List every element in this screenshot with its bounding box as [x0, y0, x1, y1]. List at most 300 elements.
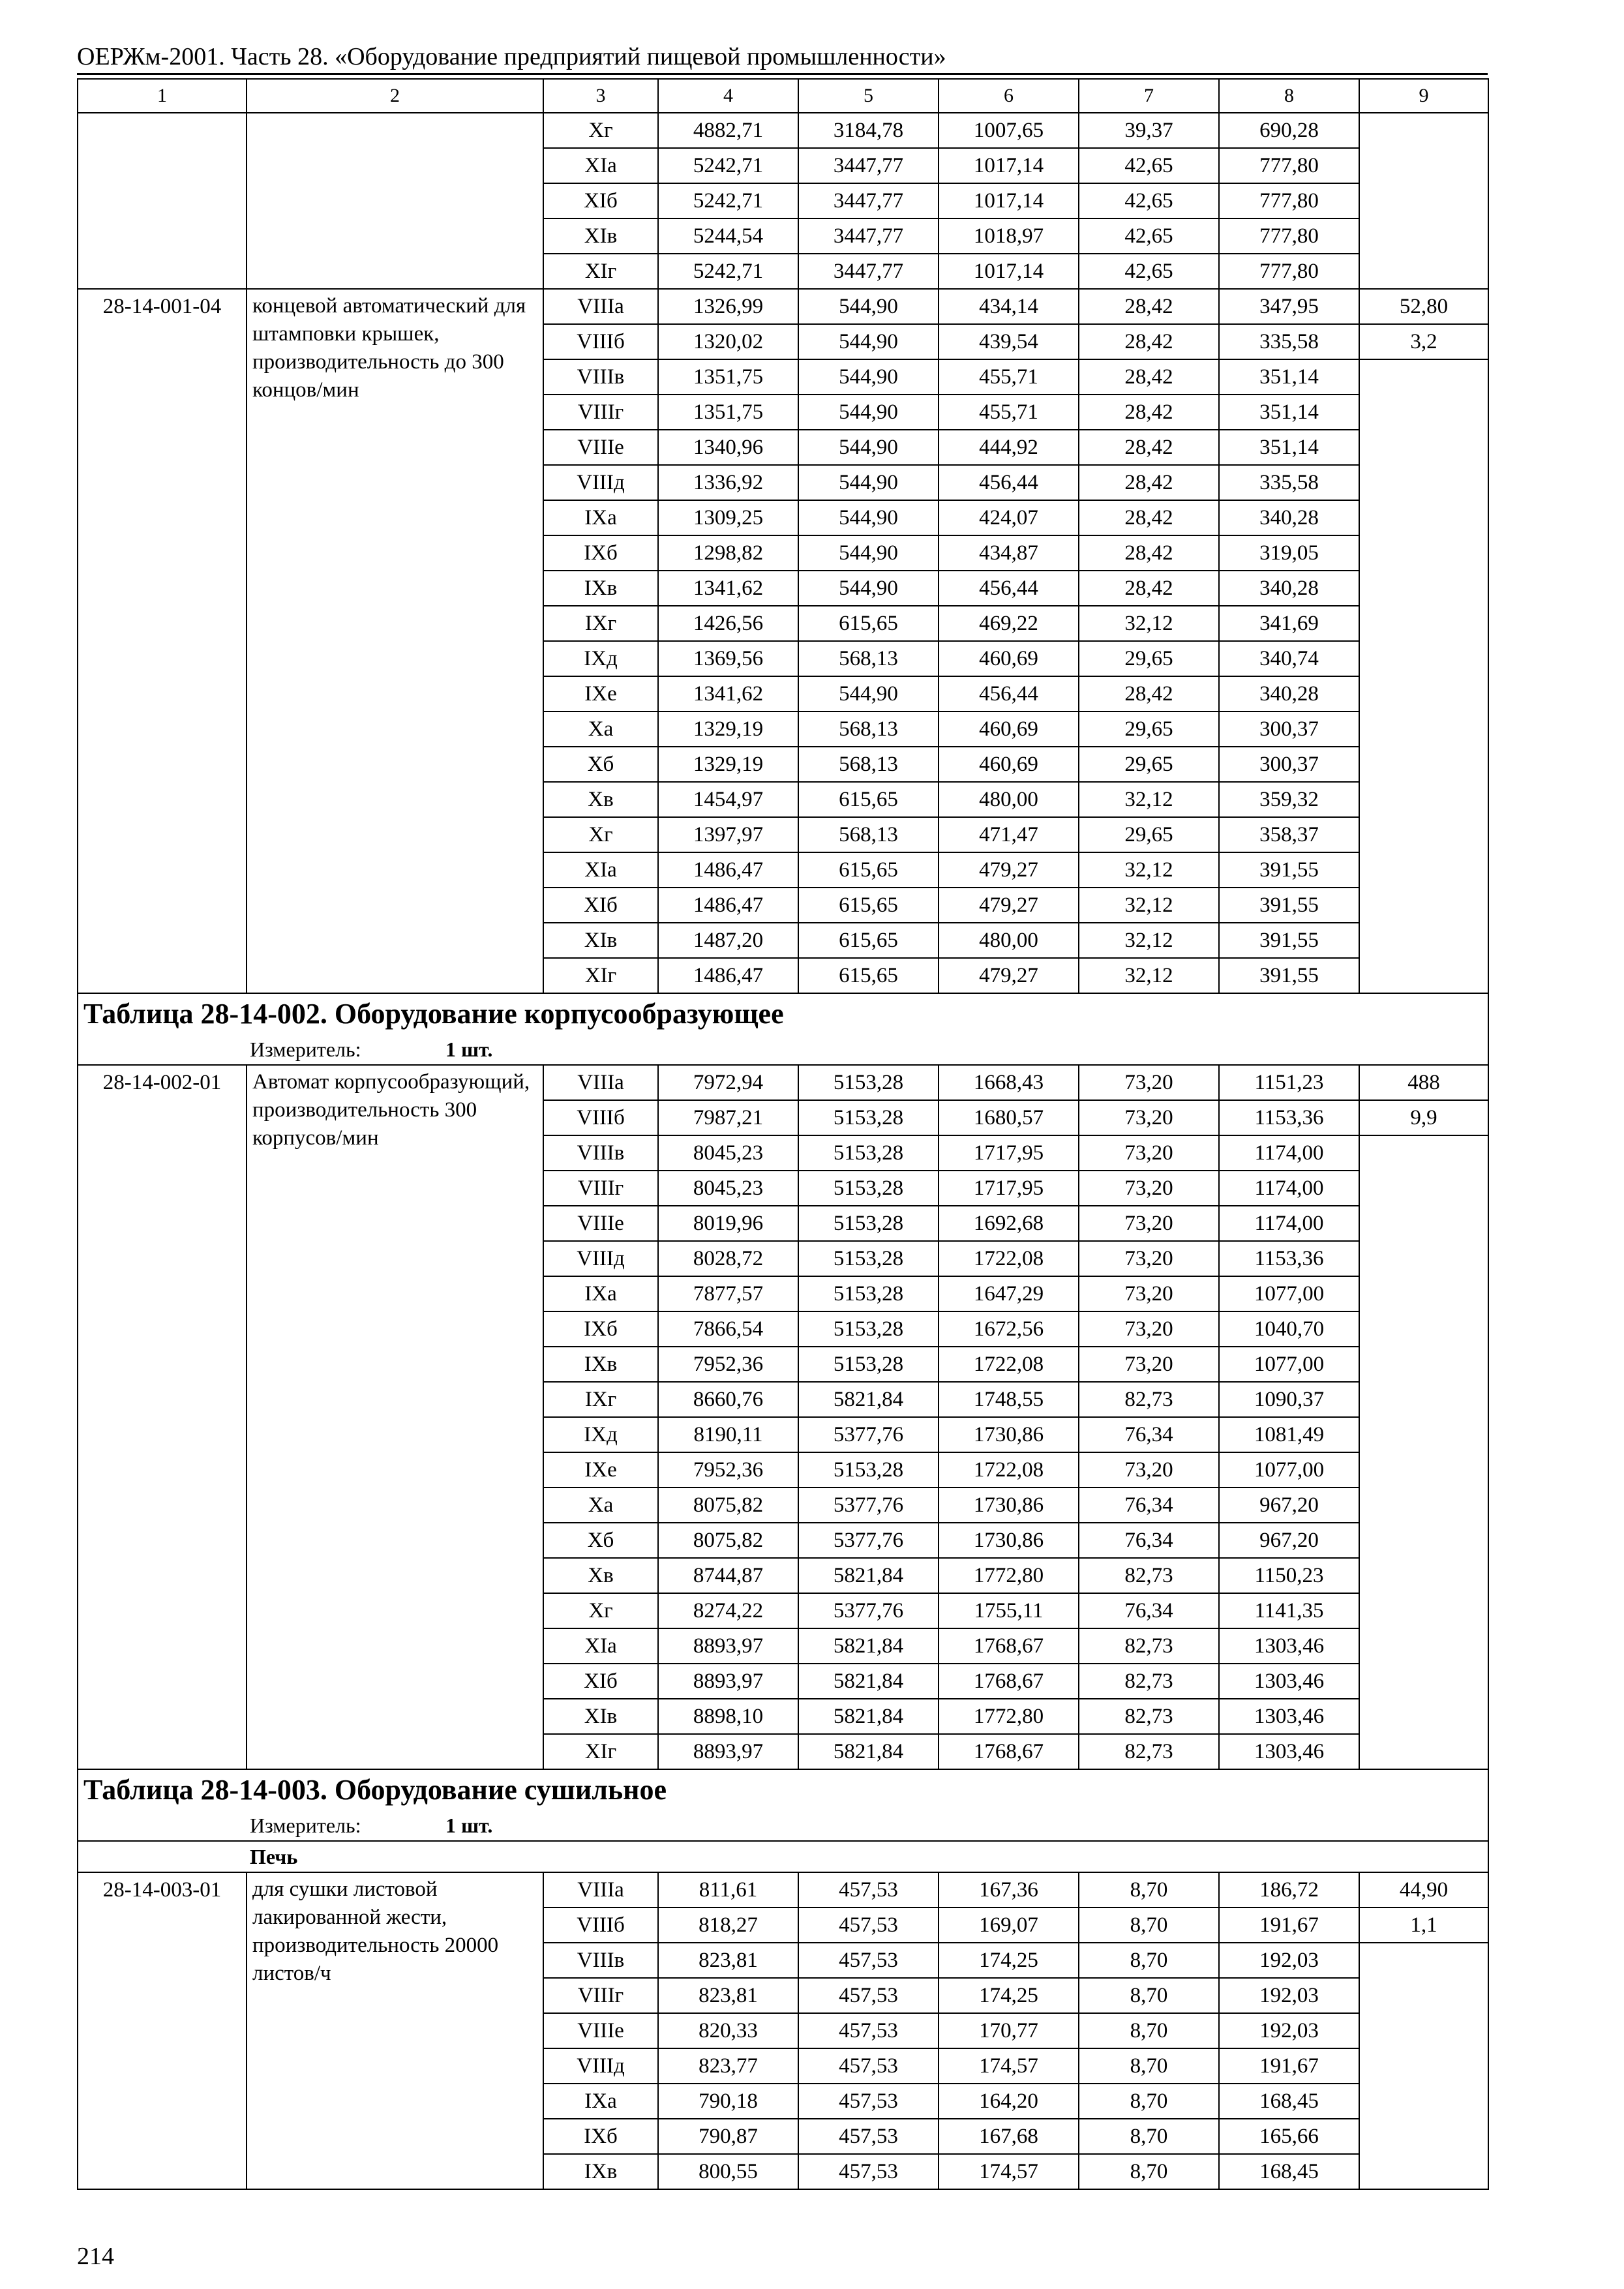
price-value: 1668,43 [939, 1065, 1079, 1100]
price-value: 5821,84 [798, 1382, 939, 1417]
price-value: 1309,25 [658, 500, 798, 535]
price-value: 471,47 [939, 817, 1079, 852]
col9-empty [1359, 359, 1488, 993]
price-value: 8744,87 [658, 1558, 798, 1593]
price-value: 1341,62 [658, 676, 798, 711]
price-value: 8893,97 [658, 1664, 798, 1699]
price-value: 434,87 [939, 535, 1079, 571]
price-value: 169,07 [939, 1908, 1079, 1943]
price-value: 8,70 [1079, 2048, 1219, 2084]
price-value: 777,80 [1219, 254, 1359, 289]
price-value: 444,92 [939, 430, 1079, 465]
price-value: 335,58 [1219, 324, 1359, 359]
price-value: 1077,00 [1219, 1347, 1359, 1382]
price-value: 1680,57 [939, 1100, 1079, 1135]
price-value: 1090,37 [1219, 1382, 1359, 1417]
region-code: VIIIа [543, 289, 658, 324]
price-value: 73,20 [1079, 1065, 1219, 1100]
price-value: 42,65 [1079, 254, 1219, 289]
price-value: 192,03 [1219, 1943, 1359, 1978]
price-value: 457,53 [798, 1978, 939, 2013]
price-value: 1320,02 [658, 324, 798, 359]
region-code: XIв [543, 1699, 658, 1734]
price-value: 73,20 [1079, 1241, 1219, 1276]
price-value: 82,73 [1079, 1558, 1219, 1593]
price-value: 5153,28 [798, 1347, 939, 1382]
price-value: 1351,75 [658, 395, 798, 430]
price-value: 29,65 [1079, 711, 1219, 747]
region-code: IXа [543, 2084, 658, 2119]
price-value: 5377,76 [798, 1593, 939, 1628]
price-value: 28,42 [1079, 324, 1219, 359]
price-value: 73,20 [1079, 1135, 1219, 1171]
price-value: 544,90 [798, 465, 939, 500]
price-value: 1351,75 [658, 359, 798, 395]
region-code: VIIIа [543, 1065, 658, 1100]
table-unit-row [78, 1810, 1488, 1841]
price-value: 1017,14 [939, 148, 1079, 183]
region-code: Ха [543, 711, 658, 747]
price-value: 1174,00 [1219, 1135, 1359, 1171]
subheading-row [78, 1841, 1488, 1872]
price-value: 1730,86 [939, 1488, 1079, 1523]
price-value: 1487,20 [658, 923, 798, 958]
col9-empty [1359, 1943, 1488, 2189]
region-code: XIг [543, 254, 658, 289]
region-code: IXв [543, 1347, 658, 1382]
col9-value: 52,80 [1359, 289, 1488, 324]
price-value: 457,53 [798, 2013, 939, 2048]
region-code: VIIIг [543, 1171, 658, 1206]
price-value: 340,28 [1219, 500, 1359, 535]
price-value: 1340,96 [658, 430, 798, 465]
price-value: 174,25 [939, 1978, 1079, 2013]
region-code: IXб [543, 2119, 658, 2154]
price-value: 76,34 [1079, 1593, 1219, 1628]
price-value: 5153,28 [798, 1452, 939, 1488]
price-value: 340,74 [1219, 641, 1359, 676]
price-value: 1303,46 [1219, 1699, 1359, 1734]
price-value: 1717,95 [939, 1171, 1079, 1206]
unit-label: Измеритель: [250, 1814, 361, 1837]
price-value: 3447,77 [798, 254, 939, 289]
region-code: IXб [543, 1311, 658, 1347]
price-value: 351,14 [1219, 395, 1359, 430]
price-value: 42,65 [1079, 183, 1219, 218]
item-code: 28-14-003-01 [78, 1872, 247, 2189]
price-value: 1369,56 [658, 641, 798, 676]
price-value: 73,20 [1079, 1171, 1219, 1206]
table-row [78, 1065, 1488, 1100]
col9-empty [1359, 1135, 1488, 1769]
price-value: 8660,76 [658, 1382, 798, 1417]
price-value: 39,37 [1079, 113, 1219, 148]
region-code: Хб [543, 747, 658, 782]
region-code: Хв [543, 782, 658, 817]
price-value: 1150,23 [1219, 1558, 1359, 1593]
price-value: 8,70 [1079, 1908, 1219, 1943]
price-value: 7952,36 [658, 1452, 798, 1488]
price-value: 1007,65 [939, 113, 1079, 148]
item-code: 28-14-001-04 [78, 289, 247, 993]
price-value: 335,58 [1219, 465, 1359, 500]
price-value: 7952,36 [658, 1347, 798, 1382]
price-value: 3447,77 [798, 218, 939, 254]
price-value: 820,33 [658, 2013, 798, 2048]
price-value: 28,42 [1079, 465, 1219, 500]
table-heading-row [78, 1769, 1488, 1810]
price-value: 1772,80 [939, 1558, 1079, 1593]
price-value: 457,53 [798, 1908, 939, 1943]
price-value: 192,03 [1219, 1978, 1359, 2013]
price-value: 1730,86 [939, 1417, 1079, 1452]
region-code: IXг [543, 1382, 658, 1417]
column-number: 5 [798, 79, 939, 113]
price-value: 456,44 [939, 571, 1079, 606]
price-value: 544,90 [798, 500, 939, 535]
price-value: 5377,76 [798, 1417, 939, 1452]
region-code: IXд [543, 641, 658, 676]
region-code: IXе [543, 676, 658, 711]
price-value: 1303,46 [1219, 1734, 1359, 1769]
region-code: VIIIб [543, 1100, 658, 1135]
col9-value: 44,90 [1359, 1872, 1488, 1908]
price-value: 544,90 [798, 571, 939, 606]
price-value: 1717,95 [939, 1135, 1079, 1171]
price-value: 1077,00 [1219, 1276, 1359, 1311]
price-value: 456,44 [939, 676, 1079, 711]
price-value: 8274,22 [658, 1593, 798, 1628]
price-value: 5244,54 [658, 218, 798, 254]
price-value: 351,14 [1219, 430, 1359, 465]
price-value: 8045,23 [658, 1171, 798, 1206]
price-value: 76,34 [1079, 1417, 1219, 1452]
price-value: 457,53 [798, 2154, 939, 2189]
price-value: 192,03 [1219, 2013, 1359, 2048]
price-value: 32,12 [1079, 888, 1219, 923]
price-value: 1768,67 [939, 1734, 1079, 1769]
price-value: 391,55 [1219, 923, 1359, 958]
region-code: XIв [543, 218, 658, 254]
price-value: 615,65 [798, 888, 939, 923]
region-code: XIг [543, 958, 658, 993]
price-value: 568,13 [798, 711, 939, 747]
price-value: 28,42 [1079, 359, 1219, 395]
price-value: 7987,21 [658, 1100, 798, 1135]
unit-value: 1 шт. [445, 1038, 493, 1061]
col9-value: 1,1 [1359, 1908, 1488, 1943]
price-value: 8,70 [1079, 2154, 1219, 2189]
item-description [247, 113, 543, 289]
region-code: XIа [543, 852, 658, 888]
price-value: 1755,11 [939, 1593, 1079, 1628]
price-value: 391,55 [1219, 852, 1359, 888]
price-value: 32,12 [1079, 606, 1219, 641]
price-value: 544,90 [798, 289, 939, 324]
price-value: 615,65 [798, 782, 939, 817]
price-value: 1486,47 [658, 852, 798, 888]
price-value: 5242,71 [658, 148, 798, 183]
unit-label: Измеритель: [250, 1038, 361, 1061]
region-code: IXв [543, 571, 658, 606]
price-value: 168,45 [1219, 2154, 1359, 2189]
price-value: 32,12 [1079, 852, 1219, 888]
column-number: 9 [1359, 79, 1488, 113]
price-value: 28,42 [1079, 500, 1219, 535]
price-value: 82,73 [1079, 1699, 1219, 1734]
price-value: 8019,96 [658, 1206, 798, 1241]
price-value: 5377,76 [798, 1523, 939, 1558]
price-value: 174,57 [939, 2154, 1079, 2189]
price-value: 790,87 [658, 2119, 798, 2154]
price-value: 32,12 [1079, 923, 1219, 958]
table-unit-row [78, 1034, 1488, 1065]
price-value: 164,20 [939, 2084, 1079, 2119]
price-value: 1647,29 [939, 1276, 1079, 1311]
region-code: VIIIг [543, 395, 658, 430]
price-value: 8075,82 [658, 1488, 798, 1523]
region-code: VIIIв [543, 359, 658, 395]
price-value: 42,65 [1079, 218, 1219, 254]
region-code: VIIIб [543, 324, 658, 359]
table-heading-row [78, 993, 1488, 1034]
price-value: 73,20 [1079, 1206, 1219, 1241]
price-value: 1174,00 [1219, 1171, 1359, 1206]
price-value: 1174,00 [1219, 1206, 1359, 1241]
item-description: концевой автоматический для штамповки крышек, производительность до 300 концов/мин [247, 289, 543, 993]
price-value: 1486,47 [658, 888, 798, 923]
price-value: 5821,84 [798, 1628, 939, 1664]
price-value: 457,53 [798, 2084, 939, 2119]
price-value: 777,80 [1219, 183, 1359, 218]
price-value: 4882,71 [658, 113, 798, 148]
price-value: 457,53 [798, 1872, 939, 1908]
price-value: 82,73 [1079, 1628, 1219, 1664]
region-code: Хг [543, 817, 658, 852]
region-code: XIб [543, 1664, 658, 1699]
price-value: 32,12 [1079, 958, 1219, 993]
price-value: 1303,46 [1219, 1664, 1359, 1699]
price-value: 73,20 [1079, 1311, 1219, 1347]
price-value: 1040,70 [1219, 1311, 1359, 1347]
price-value: 5821,84 [798, 1664, 939, 1699]
region-code: VIIIд [543, 1241, 658, 1276]
price-value: 456,44 [939, 465, 1079, 500]
price-value: 818,27 [658, 1908, 798, 1943]
price-value: 5821,84 [798, 1558, 939, 1593]
region-code: Хб [543, 1523, 658, 1558]
region-code: VIIIб [543, 1908, 658, 1943]
price-value: 82,73 [1079, 1664, 1219, 1699]
price-value: 5821,84 [798, 1734, 939, 1769]
price-value: 479,27 [939, 958, 1079, 993]
price-value: 42,65 [1079, 148, 1219, 183]
price-value: 82,73 [1079, 1734, 1219, 1769]
price-value: 82,73 [1079, 1382, 1219, 1417]
price-value: 8,70 [1079, 1943, 1219, 1978]
price-value: 1730,86 [939, 1523, 1079, 1558]
price-value: 340,28 [1219, 571, 1359, 606]
price-value: 823,81 [658, 1943, 798, 1978]
price-value: 300,37 [1219, 711, 1359, 747]
price-value: 479,27 [939, 852, 1079, 888]
price-value: 167,36 [939, 1872, 1079, 1908]
region-code: VIIIд [543, 2048, 658, 2084]
price-value: 1018,97 [939, 218, 1079, 254]
pricing-table [77, 78, 1489, 2190]
price-value: 823,77 [658, 2048, 798, 2084]
price-value: 73,20 [1079, 1347, 1219, 1382]
price-value: 1748,55 [939, 1382, 1079, 1417]
item-code: 28-14-002-01 [78, 1065, 247, 1769]
price-value: 1081,49 [1219, 1417, 1359, 1452]
price-value: 823,81 [658, 1978, 798, 2013]
price-value: 7877,57 [658, 1276, 798, 1311]
price-value: 5242,71 [658, 254, 798, 289]
price-value: 5153,28 [798, 1241, 939, 1276]
price-value: 186,72 [1219, 1872, 1359, 1908]
price-value: 7866,54 [658, 1311, 798, 1347]
table-title: Таблица 28-14-003. Оборудование сушильное [78, 1769, 1488, 1810]
price-value: 460,69 [939, 641, 1079, 676]
column-number: 8 [1219, 79, 1359, 113]
region-code: VIIIв [543, 1135, 658, 1171]
price-value: 460,69 [939, 747, 1079, 782]
price-value: 76,34 [1079, 1523, 1219, 1558]
col9-value: 9,9 [1359, 1100, 1488, 1135]
col9-value: 488 [1359, 1065, 1488, 1100]
price-value: 1768,67 [939, 1628, 1079, 1664]
price-value: 28,42 [1079, 395, 1219, 430]
price-value: 1141,35 [1219, 1593, 1359, 1628]
subheading: Печь [250, 1845, 298, 1868]
region-code: VIIIе [543, 430, 658, 465]
price-value: 391,55 [1219, 888, 1359, 923]
price-value: 455,71 [939, 359, 1079, 395]
price-value: 1397,97 [658, 817, 798, 852]
price-value: 358,37 [1219, 817, 1359, 852]
column-number: 2 [247, 79, 543, 113]
price-value: 8,70 [1079, 2013, 1219, 2048]
price-value: 319,05 [1219, 535, 1359, 571]
price-value: 967,20 [1219, 1523, 1359, 1558]
price-value: 1329,19 [658, 747, 798, 782]
price-value: 615,65 [798, 852, 939, 888]
price-value: 457,53 [798, 2119, 939, 2154]
price-value: 28,42 [1079, 430, 1219, 465]
region-code: Хг [543, 113, 658, 148]
region-code: VIIIв [543, 1943, 658, 1978]
price-value: 8,70 [1079, 2084, 1219, 2119]
price-value: 544,90 [798, 359, 939, 395]
price-value: 777,80 [1219, 148, 1359, 183]
price-value: 544,90 [798, 395, 939, 430]
price-value: 29,65 [1079, 641, 1219, 676]
column-number: 3 [543, 79, 658, 113]
item-description: Автомат корпусообразующий, производительность 300 корпусов/мин [247, 1065, 543, 1769]
price-value: 1298,82 [658, 535, 798, 571]
price-value: 8028,72 [658, 1241, 798, 1276]
price-value: 32,12 [1079, 782, 1219, 817]
price-value: 76,34 [1079, 1488, 1219, 1523]
price-value: 480,00 [939, 923, 1079, 958]
price-value: 469,22 [939, 606, 1079, 641]
price-value: 8,70 [1079, 1872, 1219, 1908]
price-value: 174,57 [939, 2048, 1079, 2084]
price-value: 167,68 [939, 2119, 1079, 2154]
price-value: 690,28 [1219, 113, 1359, 148]
price-value: 3447,77 [798, 183, 939, 218]
column-number: 6 [939, 79, 1079, 113]
region-code: VIIIг [543, 1978, 658, 2013]
table-row [78, 289, 1488, 324]
price-value: 341,69 [1219, 606, 1359, 641]
price-value: 73,20 [1079, 1452, 1219, 1488]
price-value: 1722,08 [939, 1347, 1079, 1382]
unit-cell [78, 1810, 1488, 1841]
price-value: 170,77 [939, 2013, 1079, 2048]
price-value: 359,32 [1219, 782, 1359, 817]
price-value: 1768,67 [939, 1664, 1079, 1699]
price-value: 457,53 [798, 2048, 939, 2084]
price-value: 340,28 [1219, 676, 1359, 711]
price-value: 1722,08 [939, 1241, 1079, 1276]
price-value: 8893,97 [658, 1628, 798, 1664]
price-value: 5242,71 [658, 183, 798, 218]
price-value: 1153,36 [1219, 1100, 1359, 1135]
price-value: 1017,14 [939, 254, 1079, 289]
header-rule [77, 73, 1488, 75]
price-value: 1722,08 [939, 1452, 1079, 1488]
unit-value: 1 шт. [445, 1814, 493, 1837]
price-value: 73,20 [1079, 1276, 1219, 1311]
price-value: 1153,36 [1219, 1241, 1359, 1276]
page-header: ОЕРЖм-2001. Часть 28. «Оборудование предприятий пищевой промышленности» [77, 43, 946, 70]
region-code: IXд [543, 1417, 658, 1452]
price-value: 28,42 [1079, 571, 1219, 606]
price-value: 1772,80 [939, 1699, 1079, 1734]
column-number-row [78, 79, 1488, 113]
price-value: 29,65 [1079, 747, 1219, 782]
price-value: 5377,76 [798, 1488, 939, 1523]
price-value: 5153,28 [798, 1206, 939, 1241]
price-value: 191,67 [1219, 1908, 1359, 1943]
price-value: 568,13 [798, 817, 939, 852]
price-value: 168,45 [1219, 2084, 1359, 2119]
price-value: 5153,28 [798, 1171, 939, 1206]
region-code: XIа [543, 1628, 658, 1664]
price-value: 8,70 [1079, 1978, 1219, 2013]
price-value: 73,20 [1079, 1100, 1219, 1135]
price-value: 191,67 [1219, 2048, 1359, 2084]
item-description: для сушки листовой лакированной жести, производительность 20000 листов/ч [247, 1872, 543, 2189]
price-value: 424,07 [939, 500, 1079, 535]
price-value: 1341,62 [658, 571, 798, 606]
price-value: 347,95 [1219, 289, 1359, 324]
price-value: 790,18 [658, 2084, 798, 2119]
price-value: 1486,47 [658, 958, 798, 993]
price-value: 3447,77 [798, 148, 939, 183]
price-value: 5153,28 [798, 1276, 939, 1311]
region-code: Ха [543, 1488, 658, 1523]
region-code: XIа [543, 148, 658, 183]
price-value: 568,13 [798, 747, 939, 782]
price-value: 460,69 [939, 711, 1079, 747]
region-code: VIIIд [543, 465, 658, 500]
region-code: XIб [543, 183, 658, 218]
price-value: 391,55 [1219, 958, 1359, 993]
price-value: 544,90 [798, 676, 939, 711]
